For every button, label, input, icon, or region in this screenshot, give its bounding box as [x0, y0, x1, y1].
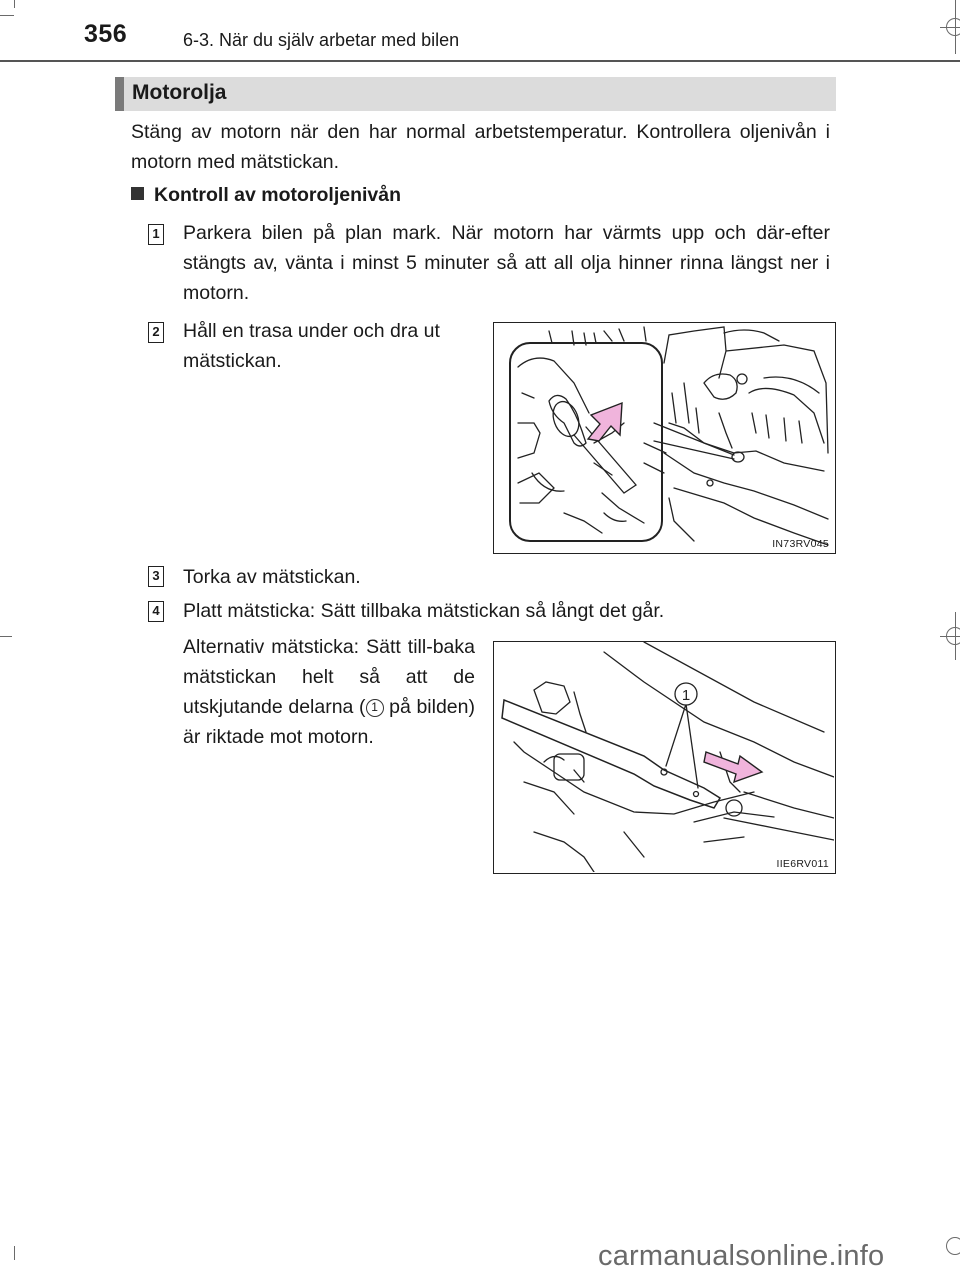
subsection-heading: [131, 184, 401, 207]
step-number: 1: [148, 224, 164, 245]
section-heading-bar: [115, 77, 836, 111]
section-title: Motorolja: [132, 81, 227, 104]
section-accent: [115, 77, 124, 111]
figure-code: IIE6RV011: [776, 858, 829, 870]
step-alt-text-before: Alternativ mätsticka: Sätt till-baka mätstickan helt så att de utskjutande delarna (: [183, 636, 475, 718]
step-alt-text-after: på bilden) är riktade mot motorn.: [183, 696, 475, 748]
crop-mark: [0, 15, 14, 16]
watermark: carmanualsonline.info: [598, 1240, 885, 1272]
page-number: 356: [84, 20, 128, 48]
engine-bay-drawing: [494, 323, 834, 552]
crop-mark: [0, 636, 12, 637]
crop-mark: [940, 27, 960, 28]
dipstick-pull-illustration: [493, 322, 836, 554]
square-bullet-icon: [131, 187, 144, 200]
registration-mark: [946, 1237, 960, 1255]
step-text: Håll en trasa under och dra ut mätstickan.: [183, 320, 440, 372]
section-intro: Stäng av motorn när den har normal arbetstemperatur. Kontrollera oljenivån i motorn med mätstickan.: [131, 121, 830, 173]
step-number: 3: [148, 566, 164, 587]
crop-mark: [14, 1246, 15, 1260]
crop-mark: [940, 636, 960, 637]
subsection-title: Kontroll av motoroljenivån: [154, 184, 402, 206]
figure-code: IN73RV045: [772, 538, 829, 550]
callout-number: 1: [366, 699, 384, 717]
header-rule: [0, 60, 960, 62]
step-alt-text: [183, 632, 475, 752]
step-number: 4: [148, 601, 164, 622]
step-text: Torka av mätstickan.: [183, 566, 361, 588]
dipstick-insert-illustration: [493, 641, 836, 874]
dipstick-drawing: [494, 642, 834, 872]
crop-mark: [14, 0, 15, 8]
step-text: Platt mätsticka: Sätt tillbaka mätstickan så långt det går.: [183, 600, 665, 622]
step-number: 2: [148, 322, 164, 343]
step-text: Parkera bilen på plan mark. När motorn har värmts upp och där-efter stängts av, vänta i minst 5 minuter så att all olja hinner rinna längst ner i motorn.: [183, 222, 830, 304]
figure-callout-number: 1: [681, 687, 691, 704]
running-head: 6-3. När du själv arbetar med bilen: [183, 30, 460, 50]
